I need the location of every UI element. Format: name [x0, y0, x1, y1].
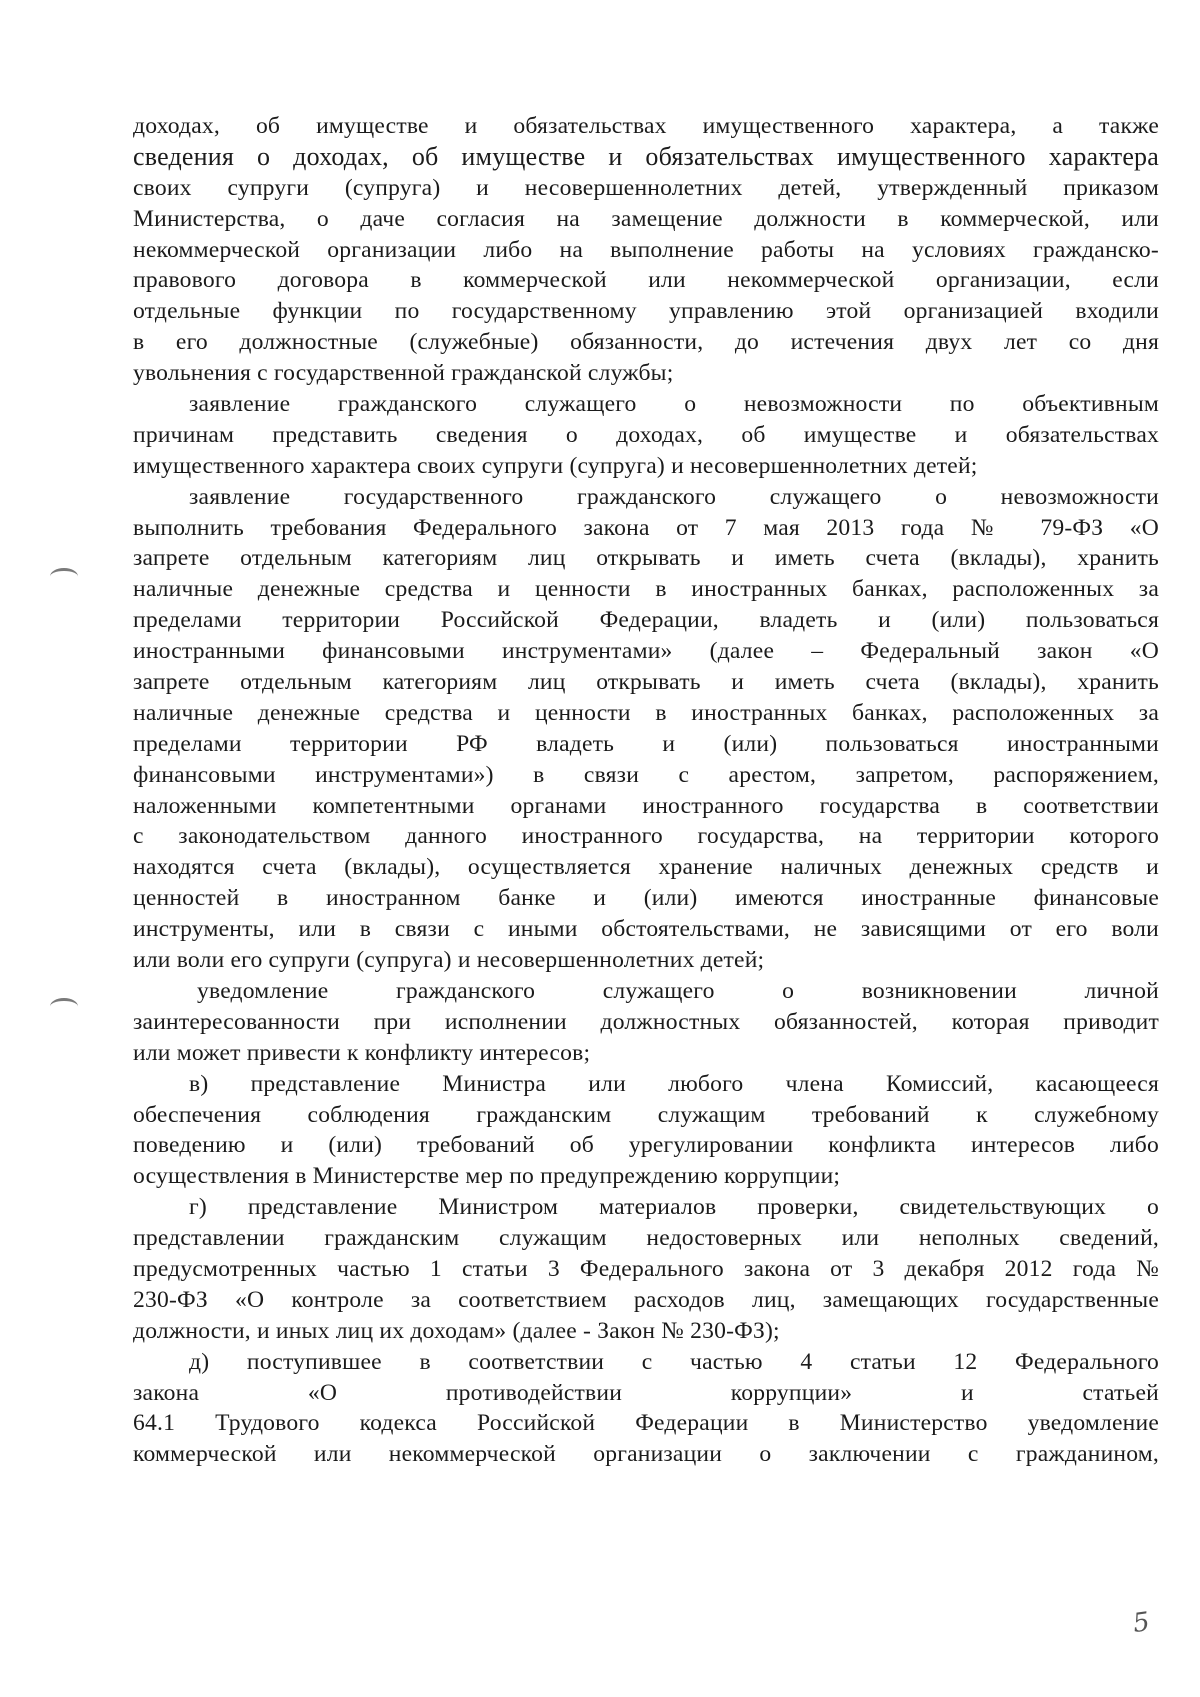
text-line: 230-ФЗ «О контроле за соответствием расходов лиц, замещающих государственные: [133, 1286, 1159, 1313]
paragraph-first-line: д) поступившее в соответствии с частью 4 статьи 12 Федерального: [189, 1348, 1159, 1375]
text-line: имущественного характера своих супруги (супруга) и несовершеннолетних детей;: [133, 452, 978, 479]
text-line: иностранными финансовыми инструментами» (далее – Федеральный закон «О: [133, 638, 1159, 665]
text-line: доходах, об имуществе и обязательствах имущественного характера, а также: [133, 113, 1159, 139]
page-number: 5: [1130, 1606, 1152, 1640]
text-line: обеспечения соблюдения гражданским служащим требований к служебному: [133, 1101, 1159, 1128]
text-line: некоммерческой организации либо на выполнение работы на условиях гражданско-: [133, 236, 1159, 263]
text-line: закона «О противодействии коррупции» и статьей: [133, 1379, 1159, 1406]
text-line: или может привести к конфликту интересов;: [133, 1039, 591, 1066]
paragraph-first-line: заявление государственного гражданского служащего о невозможности: [189, 483, 1159, 510]
text-line: отдельные функции по государственному управлению этой организацией входили: [133, 298, 1159, 325]
text-line: причинам представить сведения о доходах, об имуществе и обязательствах: [133, 421, 1159, 448]
text-line: пределами территории РФ владеть и (или) пользоваться иностранными: [133, 730, 1159, 757]
paragraph-first-line: уведомление гражданского служащего о возникновении личной: [197, 977, 1159, 1004]
paragraph-first-line: заявление гражданского служащего о невозможности по объективным: [189, 391, 1159, 418]
text-line: пределами территории Российской Федерации, владеть и (или) пользоваться: [133, 607, 1159, 634]
text-line: запрете отдельным категориям лиц открывать и иметь счета (вклады), хранить: [133, 669, 1159, 696]
text-line: в его должностные (служебные) обязанности, до истечения двух лет со дня: [133, 329, 1159, 356]
text-line: коммерческой или некоммерческой организации о заключении с гражданином,: [133, 1441, 1159, 1468]
text-line: ценностей в иностранном банке и (или) имеются иностранные финансовые: [133, 885, 1159, 912]
punch-hole-mark-top: [50, 568, 78, 585]
text-line: находятся счета (вклады), осуществляется хранение наличных денежных средств и: [133, 854, 1159, 881]
text-line: заинтересованности при исполнении должностных обязанностей, которая приводит: [133, 1008, 1159, 1035]
text-line: должности, и иных лиц их доходам» (далее - Закон № 230-ФЗ);: [133, 1317, 780, 1344]
text-line: предусмотренных частью 1 статьи 3 Федерального закона от 3 декабря 2012 года №: [133, 1255, 1159, 1282]
text-line: или воли его супруги (супруга) и несовершеннолетних детей;: [133, 947, 765, 974]
paragraph-first-line: г) представление Министром материалов проверки, свидетельствующих о: [189, 1194, 1159, 1221]
text-line: наличные денежные средства и ценности в иностранных банках, расположенных за: [133, 699, 1159, 726]
text-line: сведения о доходах, об имуществе и обязательствах имущественного характера: [133, 141, 1159, 171]
text-line: выполнить требования Федерального закона от 7 мая 2013 года № 79-ФЗ «О: [133, 514, 1159, 541]
text-line: наложенными компетентными органами иностранного государства в соответствии: [133, 792, 1159, 819]
text-line: Министерства, о даче согласия на замещение должности в коммерческой, или: [133, 205, 1159, 232]
text-line: представлении гражданским служащим недостоверных или неполных сведений,: [133, 1225, 1159, 1252]
text-line: поведению и (или) требований об урегулировании конфликта интересов либо: [133, 1132, 1159, 1159]
text-line: инструменты, или в связи с иными обстоятельствами, не зависящими от его воли: [133, 916, 1159, 943]
text-line: наличные денежные средства и ценности в иностранных банках, расположенных за: [133, 576, 1159, 603]
text-line: увольнения с государственной гражданской службы;: [133, 360, 674, 387]
text-line: запрете отдельным категориям лиц открывать и иметь счета (вклады), хранить: [133, 545, 1159, 572]
text-line: с законодательством данного иностранного государства, на территории которого: [133, 823, 1159, 850]
paragraph-first-line: в) представление Министра или любого члена Комиссий, касающееся: [189, 1070, 1159, 1097]
text-line: финансовыми инструментами») в связи с арестом, запретом, распоряжением,: [133, 761, 1159, 788]
text-line: правового договора в коммерческой или некоммерческой организации, если: [133, 267, 1159, 294]
text-line: своих супруги (супруга) и несовершеннолетних детей, утвержденный приказом: [133, 174, 1159, 201]
text-line: 64.1 Трудового кодекса Российской Федерации в Министерство уведомление: [133, 1410, 1159, 1437]
text-line: осуществления в Министерстве мер по предупреждению коррупции;: [133, 1163, 841, 1190]
punch-hole-mark-bottom: [50, 998, 78, 1015]
document-body: [133, 111, 1159, 1470]
